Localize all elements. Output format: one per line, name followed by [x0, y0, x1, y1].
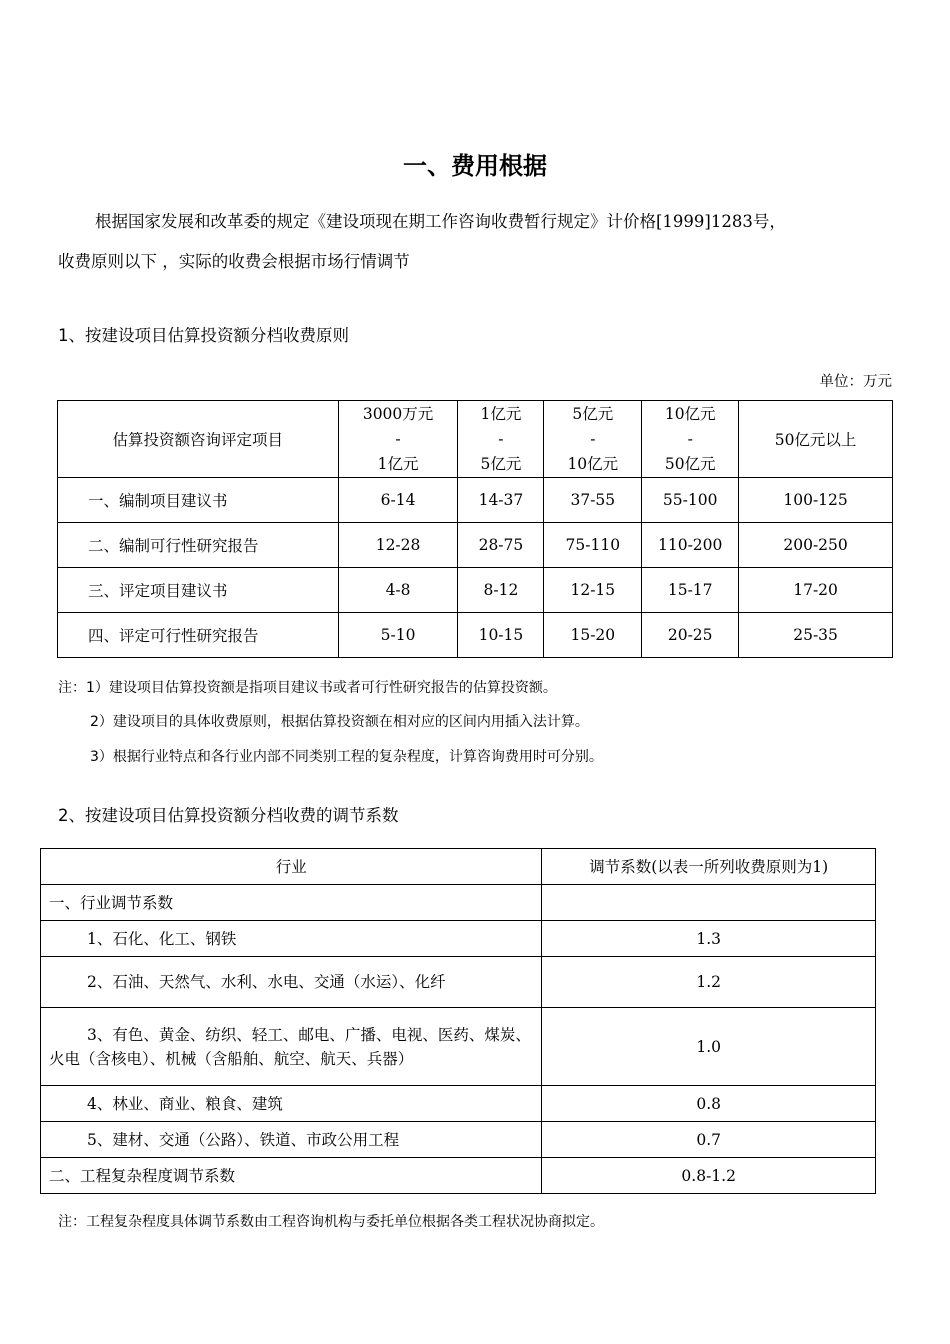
- table-row: [58, 613, 893, 658]
- coefficient-table: [40, 848, 876, 1194]
- coefficient-table-header: [41, 849, 876, 885]
- table-row: [41, 1122, 876, 1158]
- table-cell: 15-17: [642, 568, 739, 613]
- table-row: [41, 1008, 876, 1086]
- table-cell: 0.8-1.2: [542, 1158, 876, 1194]
- page-title: 一、费用根据: [403, 152, 547, 180]
- fee-table-header: [58, 401, 893, 478]
- table-cell: 5-10: [338, 613, 458, 658]
- row-label: 4、林业、商业、粮食、建筑: [41, 1086, 542, 1122]
- section-1-heading: 1、按建设项目估算投资额分档收费原则: [58, 326, 349, 345]
- coefficient-header: 调节系数(以表一所列收费原则为1): [542, 849, 876, 885]
- table-row: [41, 885, 876, 921]
- table-row: [58, 523, 893, 568]
- table-cell: 37-55: [544, 478, 642, 523]
- note-bottom: 注：工程复杂程度具体调节系数由工程咨询机构与委托单位根据各类工程状况协商拟定。: [58, 1214, 604, 1230]
- row-label: 四、评定可行性研究报告: [58, 613, 339, 658]
- table-cell: 10-15: [458, 613, 544, 658]
- table-cell: 1.3: [542, 921, 876, 957]
- table-cell: 100-125: [739, 478, 893, 523]
- range-header-4: 10亿元 - 50亿元: [642, 401, 739, 478]
- table-row: [41, 1086, 876, 1122]
- row-label: 2、石油、天然气、水利、水电、交通（水运）、化纤: [41, 957, 542, 1008]
- row-label: 3、有色、黄金、纺织、轻工、邮电、广播、电视、医药、煤炭、火电（含核电）、机械（含船舶、航空、航天、兵器）: [41, 1008, 542, 1086]
- row-label: 一、编制项目建议书: [58, 478, 339, 523]
- table-row: [58, 478, 893, 523]
- range-header-3: 5亿元 - 10亿元: [544, 401, 642, 478]
- table-cell: 12-15: [544, 568, 642, 613]
- fee-table: [57, 400, 893, 658]
- range-header-5: 50亿元以上: [739, 401, 893, 478]
- fee-table-header-label: 估算投资额咨询评定项目: [58, 401, 339, 478]
- intro-line-1: 根据国家发展和改革委的规定《建设项现在期工作咨询收费暂行规定》计价格[1999]1283号，: [95, 212, 786, 231]
- range-header-1: 3000万元 - 1亿元: [338, 401, 458, 478]
- note-2: 2）建设项目的具体收费原则，根据估算投资额在相对应的区间内用插入法计算。: [90, 714, 589, 730]
- table-cell: 1.0: [542, 1008, 876, 1086]
- table-cell: 1.2: [542, 957, 876, 1008]
- table-row: [41, 957, 876, 1008]
- unit-label: 单位：万元: [819, 374, 892, 390]
- row-label: 5、建材、交通（公路）、铁道、市政公用工程: [41, 1122, 542, 1158]
- row-label: 1、石化、化工、钢铁: [41, 921, 542, 957]
- range-header-2: 1亿元 - 5亿元: [458, 401, 544, 478]
- table-cell: 8-12: [458, 568, 544, 613]
- table-cell: 12-28: [338, 523, 458, 568]
- table-cell: 15-20: [544, 613, 642, 658]
- table-cell: [542, 885, 876, 921]
- table-cell: 0.8: [542, 1086, 876, 1122]
- note-1: 注：1）建设项目估算投资额是指项目建议书或者可行性研究报告的估算投资额。: [58, 680, 557, 696]
- industry-header: 行业: [41, 849, 542, 885]
- table-row: [41, 921, 876, 957]
- table-cell: 28-75: [458, 523, 544, 568]
- row-label: 二、编制可行性研究报告: [58, 523, 339, 568]
- table-cell: 55-100: [642, 478, 739, 523]
- table-cell: 20-25: [642, 613, 739, 658]
- table-cell: 6-14: [338, 478, 458, 523]
- table-cell: 25-35: [739, 613, 893, 658]
- row-label: 三、评定项目建议书: [58, 568, 339, 613]
- table-cell: 0.7: [542, 1122, 876, 1158]
- note-3: 3）根据行业特点和各行业内部不同类别工程的复杂程度，计算咨询费用时可分别。: [90, 749, 603, 765]
- table-row: [58, 568, 893, 613]
- section-2-heading: 2、按建设项目估算投资额分档收费的调节系数: [58, 806, 399, 825]
- intro-line-2: 收费原则以下 ，实际的收费会根据市场行情调节: [58, 252, 410, 271]
- table-cell: 4-8: [338, 568, 458, 613]
- table-cell: 75-110: [544, 523, 642, 568]
- row-label: 一、行业调节系数: [41, 885, 542, 921]
- table-cell: 14-37: [458, 478, 544, 523]
- table-cell: 17-20: [739, 568, 893, 613]
- table-row: [41, 1158, 876, 1194]
- row-label: 二、工程复杂程度调节系数: [41, 1158, 542, 1194]
- table-cell: 110-200: [642, 523, 739, 568]
- table-cell: 200-250: [739, 523, 893, 568]
